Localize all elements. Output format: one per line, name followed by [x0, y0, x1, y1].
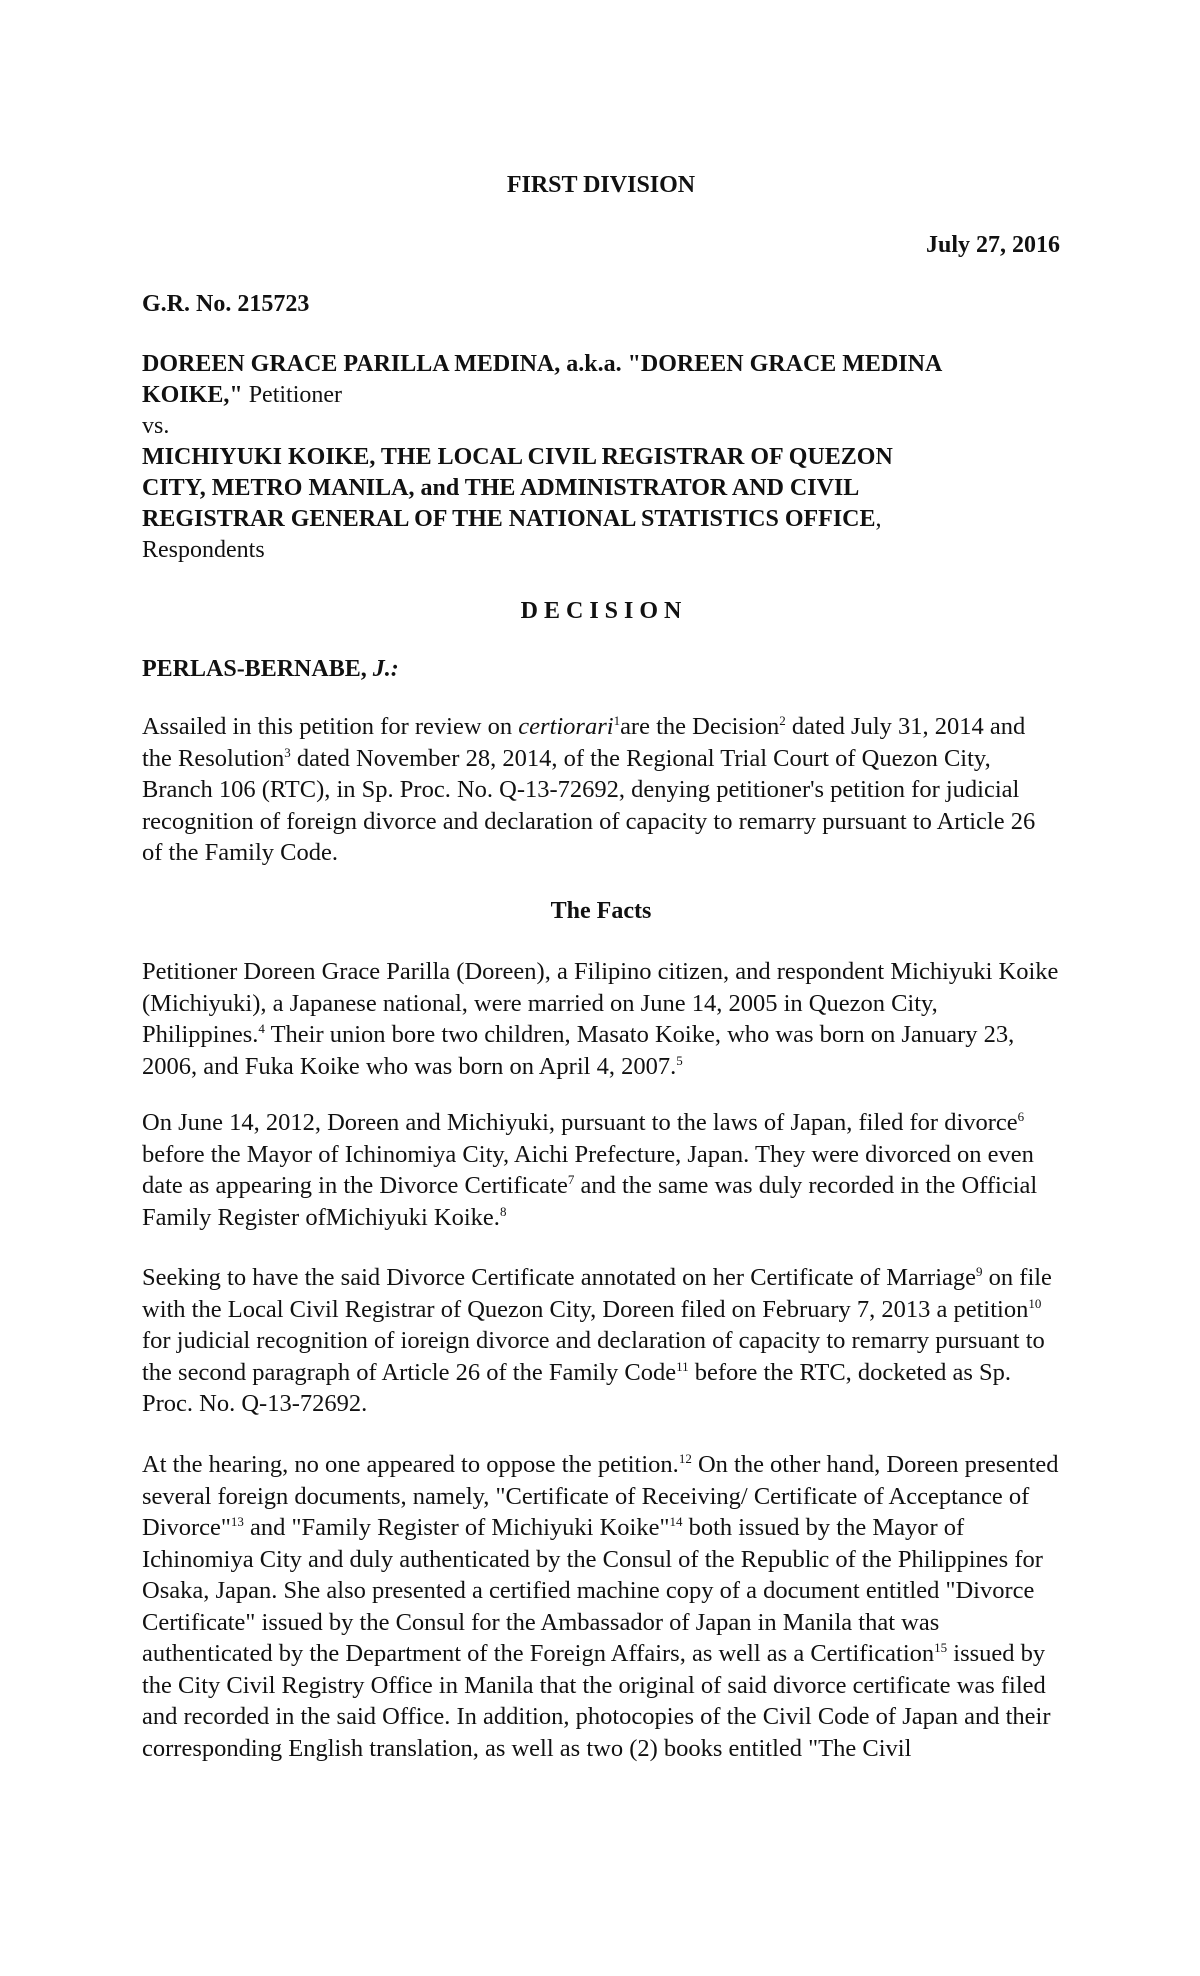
p5-text-2: On the other hand, Doreen presented several foreign documents, namely, "Certificate of Receiving/ Certificate of Acceptance of Divorce" [142, 1451, 1059, 1541]
p3-text-2: before the Mayor of Ichinomiya City, Aichi Prefecture, Japan. They were divorced on even date as appearing in the Divorce Certificate [142, 1140, 1034, 1199]
footnote-ref-9[interactable]: 9 [976, 1263, 983, 1279]
ponente-title: J.: [372, 656, 399, 682]
footnote-ref-12[interactable]: 12 [678, 1450, 692, 1466]
p5-text-5: issued by the City Civil Registry Office in Manila that the original of said divorce certificate was filed and recorded in the said Office. In addition, photocopies of the Civil Code of Japan and their corresponding English translation, as well as two (2) books entitled "The Civil [142, 1640, 1051, 1762]
p5-text-4: both issued by the Mayor of Ichinomiya City and duly authenticated by the Consul of the Republic of the Philippines for Osaka, Japan. She also presented a certified machine copy of a document entitled "Divorce Certificate" issued by the Consul for the Ambassador of Japan in Manila that was authenticated by the Department of the Foreign Affairs, as well as a Certification [142, 1514, 1043, 1667]
footnote-ref-15[interactable]: 15 [934, 1639, 948, 1655]
p3-text-3: and the same was duly recorded in the Official Family Register ofMichiyuki Koike. [142, 1172, 1038, 1231]
footnote-ref-7[interactable]: 7 [567, 1171, 575, 1187]
respondents-line-3-comma: , [875, 506, 882, 532]
p4-text-3: for judicial recognition of ioreign divorce and declaration of capacity to remarry pursuant to the second paragraph of Article 26 of the Family Code [142, 1327, 1045, 1386]
respondents-line-1: MICHIYUKI KOIKE, THE LOCAL CIVIL REGISTRAR OF QUEZON [142, 444, 893, 470]
footnote-ref-2[interactable]: 2 [779, 712, 786, 728]
ponente [142, 654, 1060, 685]
footnote-ref-10[interactable]: 10 [1028, 1295, 1042, 1311]
versus-label: vs. [142, 413, 170, 439]
paragraph-5 [142, 1449, 1060, 1764]
paragraph-2 [142, 956, 1060, 1082]
gr-number: G.R. No. 215723 [142, 291, 310, 317]
p4-text-2: on file with the Local Civil Registrar of Quezon City, Doreen filed on February 7, 2013 a petition [142, 1264, 1052, 1323]
p1-text-2: are the Decision [620, 713, 780, 740]
p5-text-3: and "Family Register of Michiyuki Koike" [243, 1514, 670, 1541]
decision-date: July 27, 2016 [925, 232, 1060, 258]
p4-text-4: before the RTC, docketed as Sp. Proc. No. Q-13-72692. [142, 1358, 1012, 1417]
p1-text-1: Assailed in this petition for review on [142, 713, 519, 740]
case-caption [142, 349, 1060, 566]
p1-text-3: dated July 31, 2014 and the Resolution [142, 713, 1026, 772]
footnote-ref-3[interactable]: 3 [284, 744, 291, 760]
p5-text-1: At the hearing, no one appeared to oppose the petition. [142, 1451, 679, 1478]
p1-text-4: dated November 28, 2014, of the Regional Trial Court of Quezon City, Branch 106 (RTC), in Sp. Proc. No. Q-13-72692, denying petitioner's petition for judicial recognition of foreign divorce and declaration of capacity to remarry pursuant to Article 26 of the Family Code. [142, 744, 1036, 866]
footnote-ref-4[interactable]: 4 [258, 1020, 265, 1036]
paragraph-1 [142, 711, 1060, 869]
p4-text-1: Seeking to have the said Divorce Certificate annotated on her Certificate of Marriage [142, 1264, 977, 1291]
respondents-role: Respondents [142, 537, 265, 563]
petitioner-name-line-1: DOREEN GRACE PARILLA MEDINA, a.k.a. "DOREEN GRACE MEDINA [142, 351, 943, 377]
p3-text-1: On June 14, 2012, Doreen and Michiyuki, pursuant to the laws of Japan, filed for divorce [142, 1109, 1018, 1136]
ponente-name: PERLAS-BERNABE, [142, 656, 373, 682]
paragraph-3 [142, 1107, 1060, 1233]
footnote-ref-11[interactable]: 11 [676, 1358, 689, 1374]
footnote-ref-5[interactable]: 5 [676, 1052, 683, 1068]
respondents-line-2: CITY, METRO MANILA, and THE ADMINISTRATOR AND CIVIL [142, 475, 860, 501]
respondents-line-3 [142, 504, 1060, 535]
respondents-line-3-text: REGISTRAR GENERAL OF THE NATIONAL STATISTICS OFFICE [142, 506, 876, 532]
petitioner-name-line-2 [142, 380, 1060, 411]
p2-text-1: Petitioner Doreen Grace Parilla (Doreen), a Filipino citizen, and respondent Michiyuki Koike (Michiyuki), a Japanese national, were married on June 14, 2005 in Quezon City, Philippines. [142, 958, 1059, 1048]
decision-heading-text: D E C I S I O N [520, 598, 682, 624]
footnote-ref-8[interactable]: 8 [499, 1203, 507, 1219]
petitioner-name-tail: KOIKE," [142, 382, 243, 408]
footnote-ref-14[interactable]: 14 [669, 1513, 683, 1529]
facts-heading: The Facts [550, 898, 652, 924]
p2-text-2: Their union bore two children, Masato Koike, who was born on January 23, 2006, and Fuka Koike who was born on April 4, 2007. [142, 1021, 1015, 1080]
footnote-ref-13[interactable]: 13 [230, 1513, 244, 1529]
paragraph-4 [142, 1262, 1060, 1420]
footnote-ref-1[interactable]: 1 [613, 712, 621, 728]
p1-italic: certiorari [518, 713, 614, 740]
footnote-ref-6[interactable]: 6 [1017, 1108, 1025, 1124]
division-heading: FIRST DIVISION [506, 172, 696, 198]
decision-heading [142, 596, 1060, 627]
petitioner-role: Petitioner [242, 382, 343, 408]
